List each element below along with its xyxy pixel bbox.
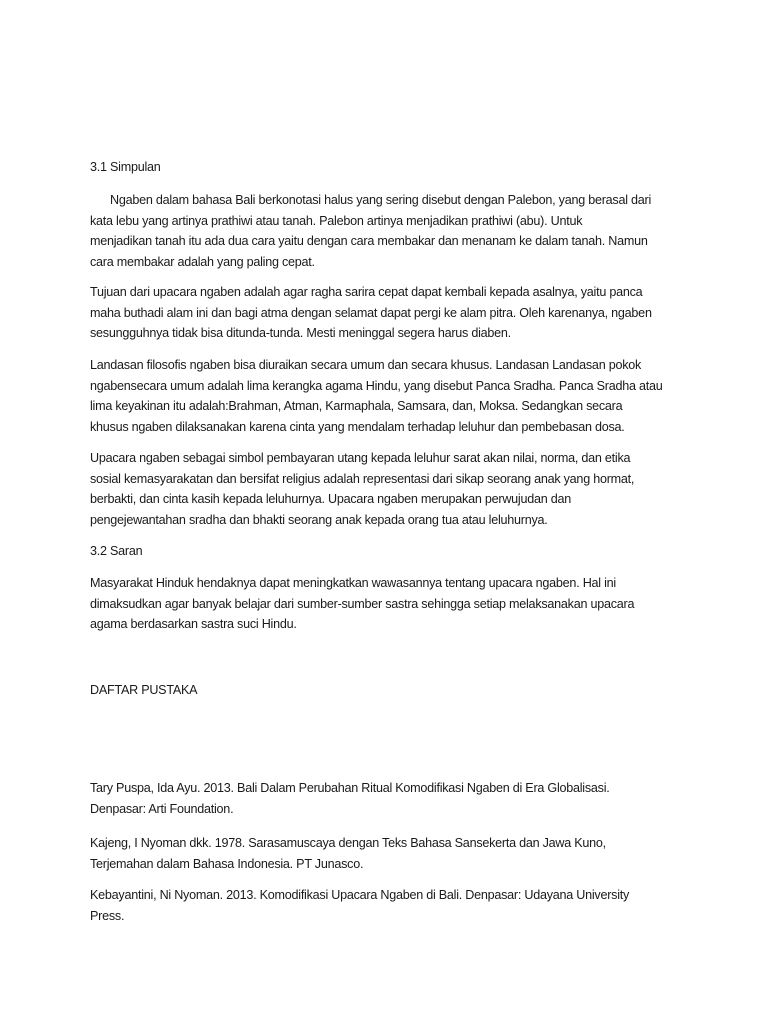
reference-line: Tary Puspa, Ida Ayu. 2013. Bali Dalam Perubahan Ritual Komodifikasi Ngaben di Era Globalisasi. <box>90 781 610 795</box>
paragraph-line: Masyarakat Hinduk hendaknya dapat meningkatkan wawasannya tentang upacara ngaben. Hal ini <box>90 576 616 590</box>
reference-line: Press. <box>90 908 125 923</box>
paragraph-line: Ngaben dalam bahasa Bali berkonotasi halus yang sering disebut dengan Palebon, yang berasal dari <box>110 193 652 207</box>
reference-item <box>90 778 690 819</box>
paragraph-line: lima keyakinan itu adalah:Brahman, Atman, Karmaphala, Samsara, dan, Moksa. Sedangkan secara <box>90 399 623 413</box>
paragraph-line: sosial kemasyarakatan dan bersifat religius adalah representasi dari sikap seorang anak yang hormat, <box>90 471 635 486</box>
paragraph-ngaben-philosophy <box>90 355 690 437</box>
paragraph-line: agama berdasarkan sastra suci Hindu. <box>90 617 297 631</box>
paragraph-line: kata lebu yang artinya prathiwi atau tanah. Palebon artinya menjadikan prathiwi (abu). Untuk <box>90 213 583 228</box>
reference-line: Denpasar: Arti Foundation. <box>90 801 234 816</box>
reference-item <box>90 885 690 926</box>
paragraph-line: ngabensecara umum adalah lima kerangka agama Hindu, yang disebut Panca Sradha. Panca Sradha atau <box>90 378 663 393</box>
paragraph-line: Upacara ngaben sebagai simbol pembayaran utang kepada leluhur sarat akan nilai, norma, dan etika <box>90 451 631 465</box>
reference-line: Kebayantini, Ni Nyoman. 2013. Komodifikasi Upacara Ngaben di Bali. Denpasar: Udayana University <box>90 888 630 902</box>
section-heading-daftar-pustaka: DAFTAR PUSTAKA <box>90 683 198 697</box>
paragraph-line: pengejewantahan sradha dan bhakti seorang anak kepada orang tua atau leluhurnya. <box>90 512 548 527</box>
paragraph-ngaben-symbol <box>90 448 690 530</box>
paragraph-line: Tujuan dari upacara ngaben adalah agar ragha sarira cepat dapat kembali kepada asalnya, yaitu panca <box>90 285 643 299</box>
paragraph-line: menjadikan tanah itu ada dua cara yaitu dengan cara membakar dan menanam ke dalam tanah. Namun <box>90 234 648 248</box>
section-heading-simpulan: 3.1 Simpulan <box>90 160 161 174</box>
reference-line: Kajeng, I Nyoman dkk. 1978. Sarasamuscaya dengan Teks Bahasa Sansekerta dan Jawa Kuno, <box>90 836 606 850</box>
section-heading-saran: 3.2 Saran <box>90 544 143 558</box>
paragraph-line: berbakti, dan cinta kasih kepada leluhurnya. Upacara ngaben merupakan perwujudan dan <box>90 492 571 506</box>
paragraph-line: dimaksudkan agar banyak belajar dari sumber-sumber sastra sehingga setiap melaksanakan upacara <box>90 596 635 611</box>
paragraph-saran <box>90 573 690 635</box>
paragraph-line: Landasan filosofis ngaben bisa diuraikan secara umum dan secara khusus. Landasan Landasan pokok <box>90 358 642 372</box>
paragraph-line: khusus ngaben dilaksanakan karena cinta yang mendalam terhadap leluhur dan pembebasan dosa. <box>90 419 625 434</box>
paragraph-line: sesungguhnya tidak bisa ditunda-tunda. Mesti meninggal segera harus diaben. <box>90 326 511 340</box>
reference-item <box>90 833 690 874</box>
paragraph-ngaben-purpose <box>90 282 690 344</box>
paragraph-line: maha buthadi alam ini dan bagi atma dengan selamat dapat pergi ke alam pitra. Oleh karenanya, ngaben <box>90 305 652 320</box>
reference-line: Terjemahan dalam Bahasa Indonesia. PT Junasco. <box>90 856 364 871</box>
paragraph-line: cara membakar adalah yang paling cepat. <box>90 254 315 269</box>
paragraph-ngaben-definition <box>90 190 690 272</box>
